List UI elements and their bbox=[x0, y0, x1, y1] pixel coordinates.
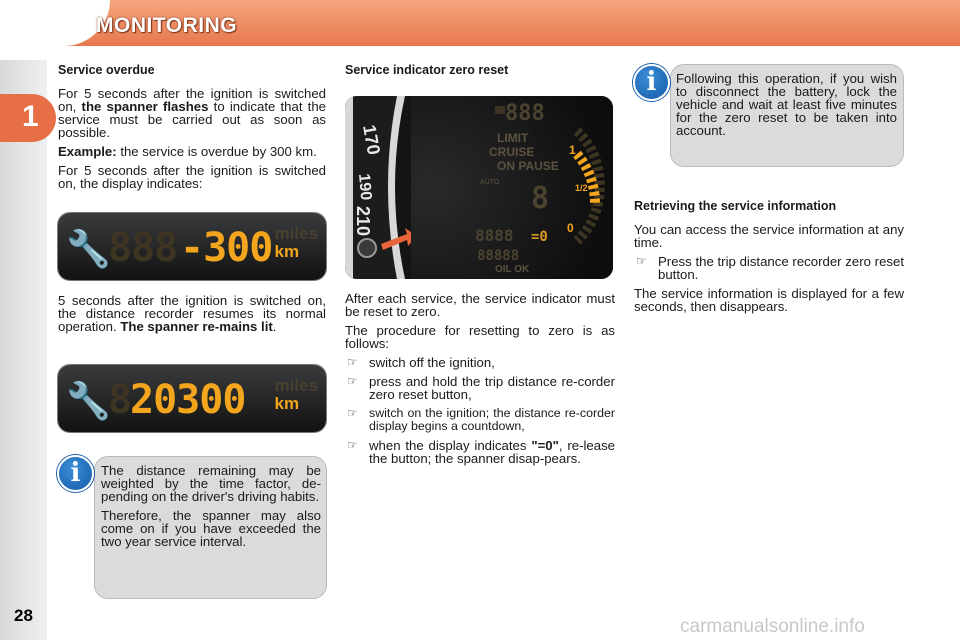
lit-digits: 20300 bbox=[130, 377, 246, 423]
middle-heading-block bbox=[345, 64, 613, 87]
reset-step-1 bbox=[345, 356, 615, 369]
emphasis-text: the spanner flashes bbox=[81, 99, 209, 114]
lit-digits: -300 bbox=[180, 225, 273, 271]
left-paragraph-3: For 5 seconds after the ignition is switched on, the display indicates: bbox=[58, 163, 326, 191]
example-text: the service is overdue by 300 km. bbox=[120, 144, 317, 159]
gear-digit: 8 bbox=[531, 181, 550, 216]
step-text: press and hold the trip distance re-corder zero reset button, bbox=[369, 374, 615, 402]
left-paragraph-1 bbox=[58, 87, 326, 139]
info-paragraph-1: The distance remaining may be weighted by the time factor, de-pending on the driver's driving habits. bbox=[101, 463, 321, 504]
fuel-empty-label: 0 bbox=[567, 221, 574, 235]
fuel-full-label: 1 bbox=[569, 143, 576, 157]
middle-column bbox=[345, 292, 615, 471]
service-overdue-heading: Service overdue bbox=[58, 63, 155, 77]
reset-step-3 bbox=[345, 407, 615, 433]
page-title: MONITORING bbox=[96, 14, 238, 37]
side-strip bbox=[0, 60, 47, 640]
step-text: , re-lease the button; the spanner disap-pears. bbox=[369, 438, 615, 466]
odometer-digits-small: 8888 bbox=[475, 226, 514, 245]
pointing-hand-icon: ☞ bbox=[347, 374, 358, 388]
fuel-half-label: 1/2 bbox=[575, 183, 588, 193]
reset-button bbox=[358, 239, 376, 257]
info-text-left bbox=[101, 464, 321, 554]
odometer-display-normal bbox=[58, 365, 326, 432]
right-paragraph-1: You can access the service information at any time. bbox=[634, 222, 904, 250]
unit-km: km bbox=[274, 242, 300, 261]
display-value: "=0" bbox=[531, 438, 559, 453]
dim-digits: 8 bbox=[108, 377, 132, 423]
pointing-hand-icon: ☞ bbox=[347, 406, 358, 420]
right-paragraph-2: The service information is displayed for a few seconds, then disappears. bbox=[634, 286, 904, 314]
step-text: Press the trip distance recorder zero reset button. bbox=[658, 254, 904, 282]
speed-label-3: 210 bbox=[353, 206, 373, 237]
header-tab bbox=[0, 0, 110, 46]
dim-digits: 888 bbox=[108, 225, 178, 271]
unit-km: km bbox=[274, 394, 300, 413]
left-paragraph-2 bbox=[58, 145, 326, 158]
info-paragraph: Following this operation, if you wish to disconnect the battery, lock the vehicle and wait at least five minutes for the zero reset to be taken into account. bbox=[676, 71, 897, 138]
text-span: For 5 seconds after the ignition is switched on, bbox=[58, 86, 326, 114]
text-span: . bbox=[272, 319, 277, 334]
info-text-right bbox=[676, 72, 897, 143]
auto-label: AUTO bbox=[480, 179, 500, 186]
on-pause-label: ON PAUSE bbox=[497, 159, 559, 173]
cluster-digits: 888 bbox=[505, 101, 545, 126]
step-text: switch off the ignition, bbox=[369, 355, 495, 370]
page-header bbox=[0, 0, 960, 46]
speed-label-1: 170 bbox=[359, 123, 384, 157]
left-column bbox=[58, 64, 326, 196]
unit-miles: miles bbox=[274, 376, 318, 395]
step-text: switch on the ignition; the distance re-corder display begins a countdown, bbox=[369, 406, 615, 433]
retrieving-heading: Retrieving the service information bbox=[634, 199, 837, 213]
middle-paragraph-2: The procedure for resetting to zero is as follows: bbox=[345, 323, 615, 351]
left-column-2 bbox=[58, 294, 326, 339]
reset-step-2 bbox=[345, 375, 615, 401]
middle-paragraph-1: After each service, the service indicator must be reset to zero. bbox=[345, 291, 615, 319]
spanner-icon: 🔧 bbox=[66, 228, 111, 269]
pointing-hand-icon: ☞ bbox=[636, 254, 647, 268]
emphasis-text: The spanner re-mains lit bbox=[120, 319, 273, 334]
pointing-hand-icon: ☞ bbox=[347, 438, 358, 452]
text-span: 5 seconds after the ignition is switched on, the distance recorder resumes its normal operation. bbox=[58, 293, 326, 334]
units-label bbox=[275, 377, 318, 413]
example-label: Example: bbox=[58, 144, 117, 159]
instrument-cluster-photo bbox=[345, 96, 613, 279]
page-number: 28 bbox=[14, 606, 33, 625]
info-icon: i bbox=[57, 455, 94, 492]
trip-digits: 88888 bbox=[477, 248, 520, 264]
watermark: carmanualsonline.info bbox=[680, 616, 865, 637]
units-label bbox=[275, 225, 318, 261]
cruise-label: CRUISE bbox=[489, 145, 535, 159]
chapter-tab bbox=[0, 94, 56, 142]
speed-label-2: 190 bbox=[355, 172, 375, 201]
zero-reset-heading: Service indicator zero reset bbox=[345, 63, 509, 77]
retrieve-step bbox=[634, 255, 904, 281]
reset-step-4 bbox=[345, 439, 615, 465]
step-text: when the display indicates bbox=[369, 438, 527, 453]
pointing-hand-icon: ☞ bbox=[347, 355, 358, 369]
oil-ok-label: OIL OK bbox=[495, 264, 530, 275]
info-paragraph-2: Therefore, the spanner may also come on if you have exceeded the two year service interval. bbox=[101, 508, 321, 549]
chapter-number: 1 bbox=[22, 100, 39, 133]
unit-miles: miles bbox=[274, 224, 318, 243]
spanner-icon: 🔧 bbox=[66, 380, 111, 421]
odometer-display-overdue bbox=[58, 213, 326, 280]
left-paragraph-4 bbox=[58, 294, 326, 333]
info-icon: i bbox=[633, 64, 670, 101]
limit-label: LIMIT bbox=[497, 131, 529, 145]
cluster-illustration bbox=[345, 96, 613, 279]
right-column bbox=[634, 200, 904, 319]
text-span: to indicate that the service must be carried out as soon as possible. bbox=[58, 99, 327, 140]
countdown-digit: =0 bbox=[531, 229, 548, 245]
